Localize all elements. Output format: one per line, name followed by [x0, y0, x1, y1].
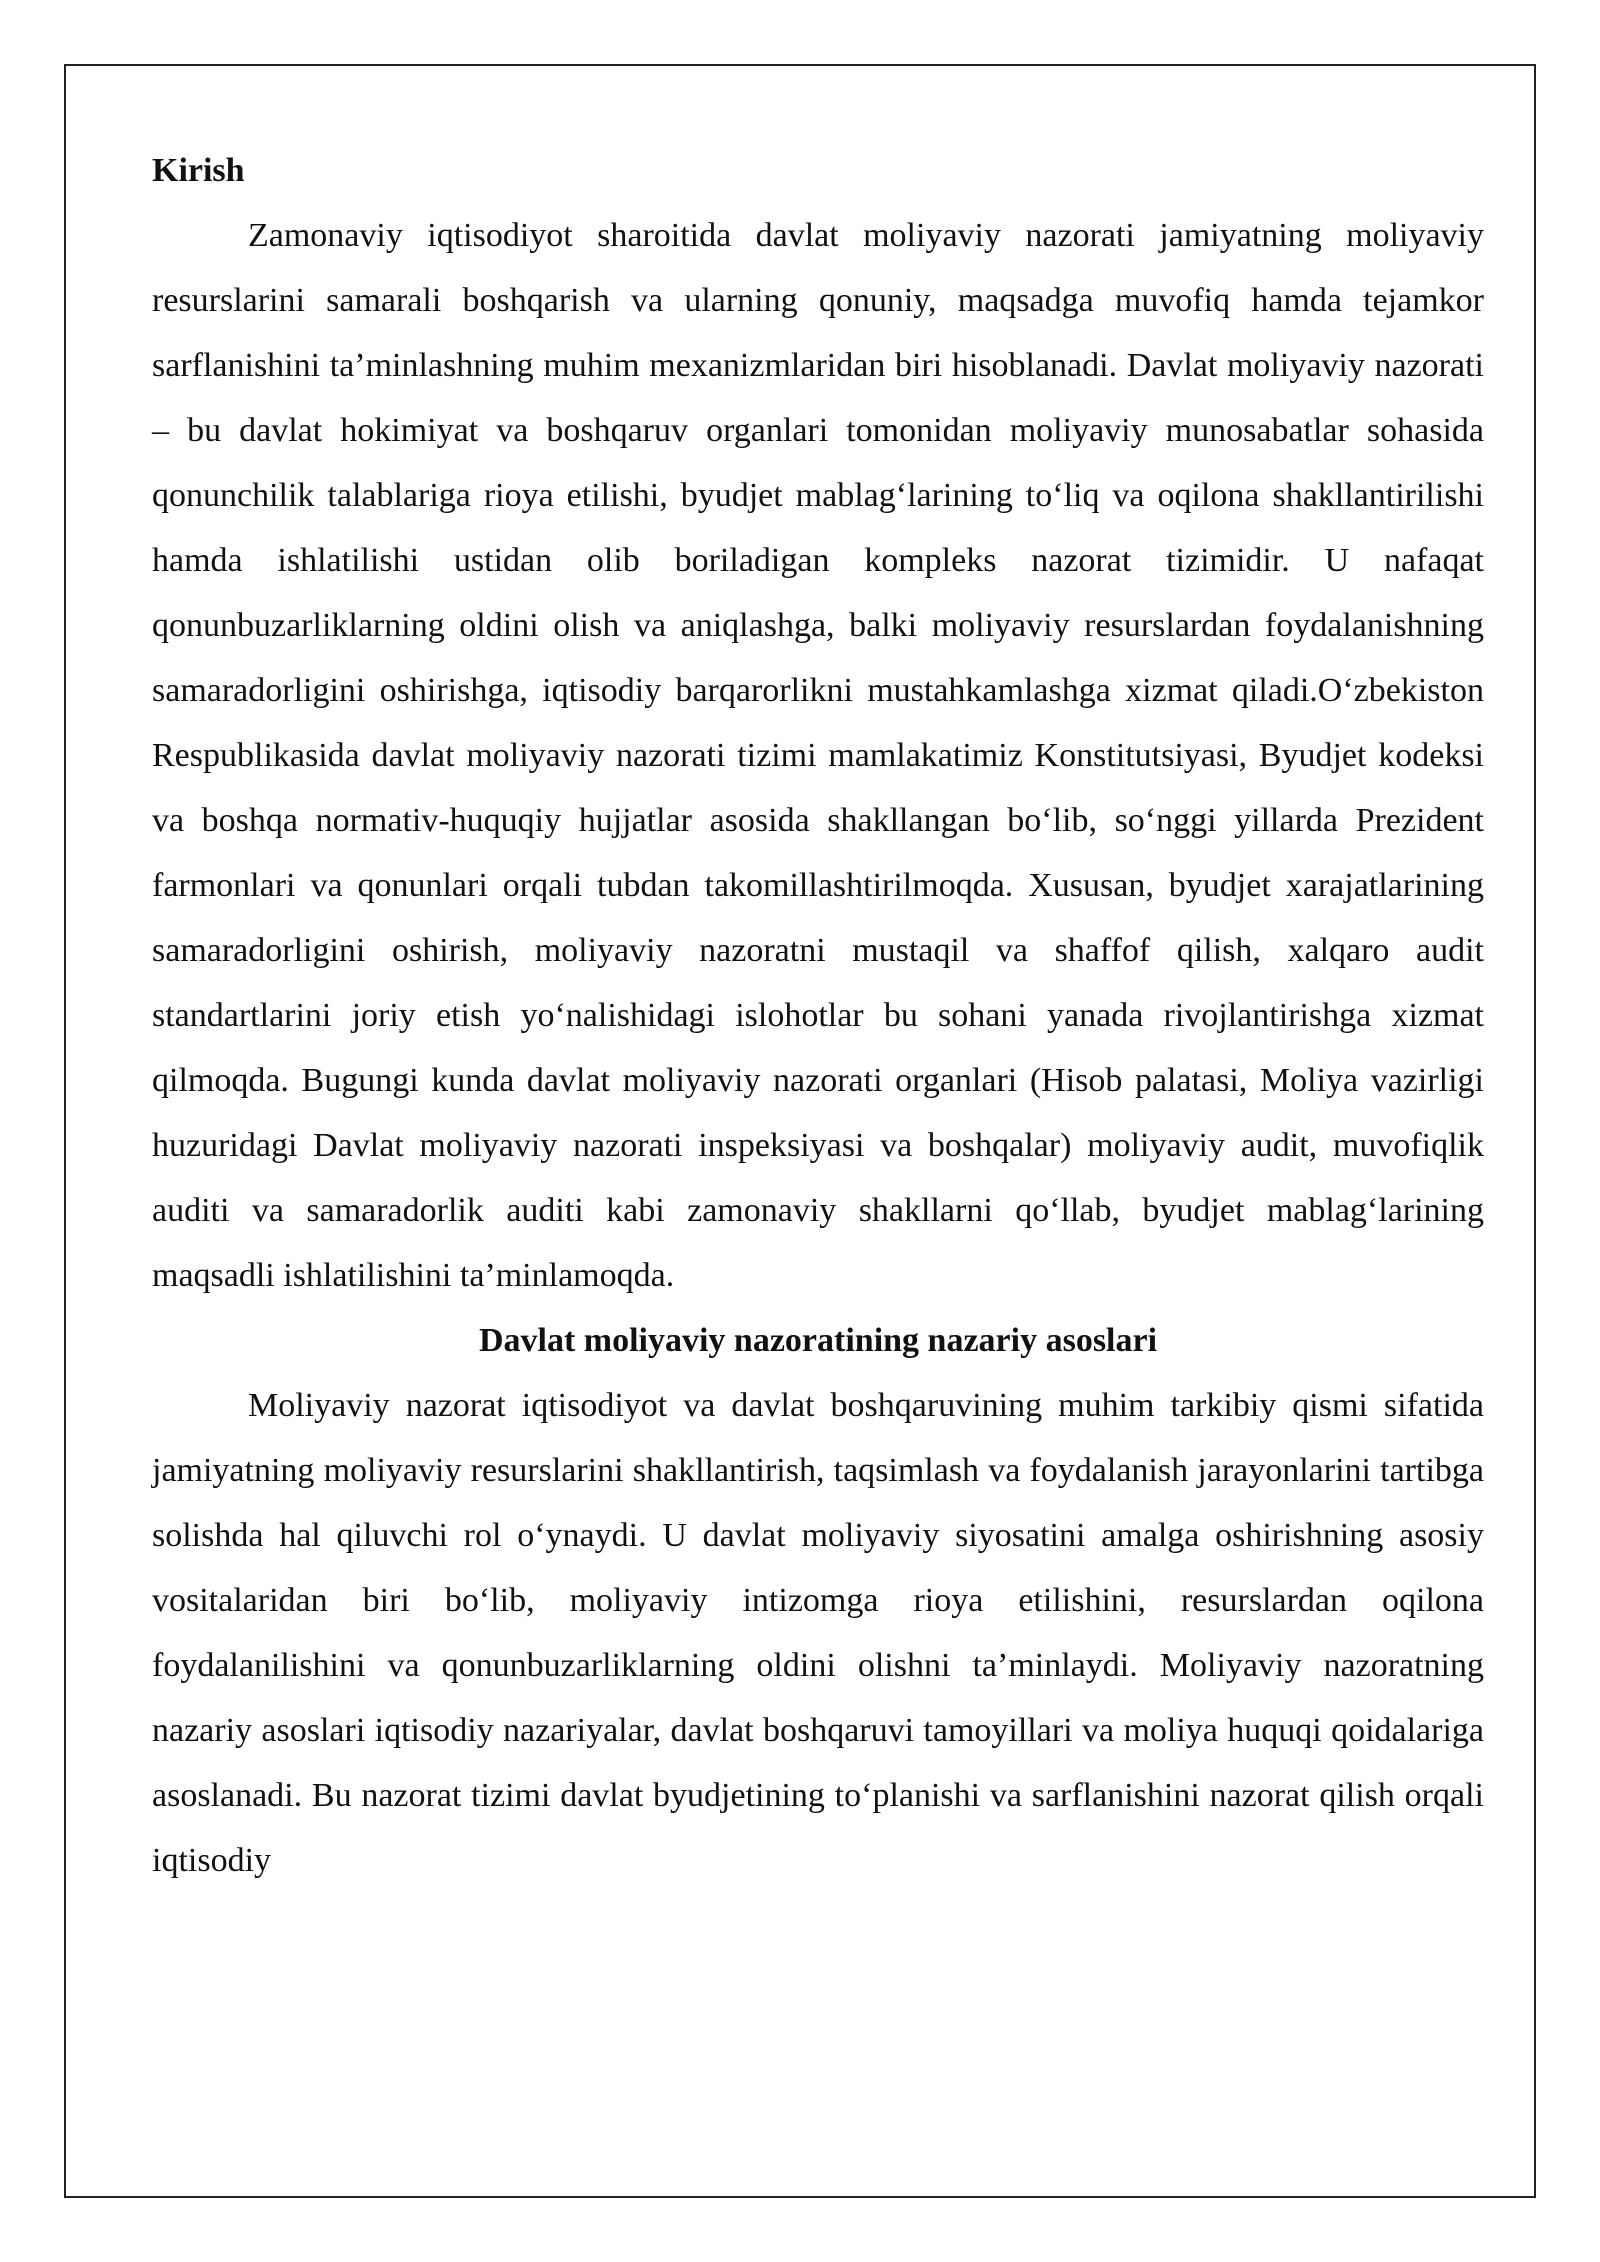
paragraph-intro: Zamonaviy iqtisodiyot sharoitida davlat moliyaviy nazorati jamiyatning moliyaviy resurslarini samarali boshqarish va ularning qonuniy, maqsadga muvofiq hamda tejamkor sarflanishini ta’minlashning muhim mexanizmlaridan biri hisoblanadi. Davlat moliyaviy nazorati – bu davlat hokimiyat va boshqaruv organlari tomonidan moliyaviy munosabatlar sohasida qonunchilik talablariga rioya etilishi, byudjet mablag‘larining to‘liq va oqilona shakllantirilishi hamda ishlatilishi ustidan olib boriladigan kompleks nazorat tizimidir. U nafaqat qonunbuzarliklarning oldini olish va aniqlashga, balki moliyaviy resurslardan foydalanishning samaradorligini oshirishga, iqtisodiy barqarorlikni mustahkamlashga xizmat qiladi.O‘zbekiston Respublikasida davlat moliyaviy nazorati tizimi mamlakatimiz Konstitutsiyasi, Byudjet kodeksi va boshqa normativ-huquqiy hujjatlar asosida shakllangan bo‘lib, so‘nggi yillarda Prezident farmonlari va qonunlari orqali tubdan takomillashtirilmoqda. Xususan, byudjet xarajatlarining samaradorligini oshirish, moliyaviy nazoratni mustaqil va shaffof qilish, xalqaro audit standartlarini joriy etish yo‘nalishidagi islohotlar bu sohani yanada rivojlantirishga xizmat qilmoqda. Bugungi kunda davlat moliyaviy nazorati organlari (Hisob palatasi, Moliya vazirligi huzuridagi Davlat moliyaviy nazorati inspeksiyasi va boshqalar) moliyaviy audit, muvofiqlik auditi va samaradorlik auditi kabi zamonaviy shakllarni qo‘llab, byudjet mablag‘larining maqsadli ishlatilishini ta’minlamoqda.	[152, 217, 1484, 1294]
section-heading-intro: Kirish	[152, 152, 245, 189]
section-heading-theory: Davlat moliyaviy nazoratining nazariy asoslari	[478, 1322, 1158, 1359]
paragraph-theory: Moliyaviy nazorat iqtisodiyot va davlat boshqaruvining muhim tarkibiy qismi sifatida jamiyatning moliyaviy resurslarini shakllantirish, taqsimlash va foydalanish jarayonlarini tartibga solishda hal qiluvchi rol o‘ynaydi. U davlat moliyaviy siyosatini amalga oshirishning asosiy vositalaridan biri bo‘lib, moliyaviy intizomga rioya etilishini, resurslardan oqilona foydalanilishini va qonunbuzarliklarning oldini olishni ta’minlaydi. Moliyaviy nazoratning nazariy asoslari iqtisodiy nazariyalar, davlat boshqaruvi tamoyillari va moliya huquqi qoidalariga asoslanadi. Bu nazorat tizimi davlat byudjetining to‘planishi va sarflanishini nazorat qilish orqali iqtisodiy	[152, 1387, 1484, 1879]
document-body	[152, 138, 1484, 1893]
